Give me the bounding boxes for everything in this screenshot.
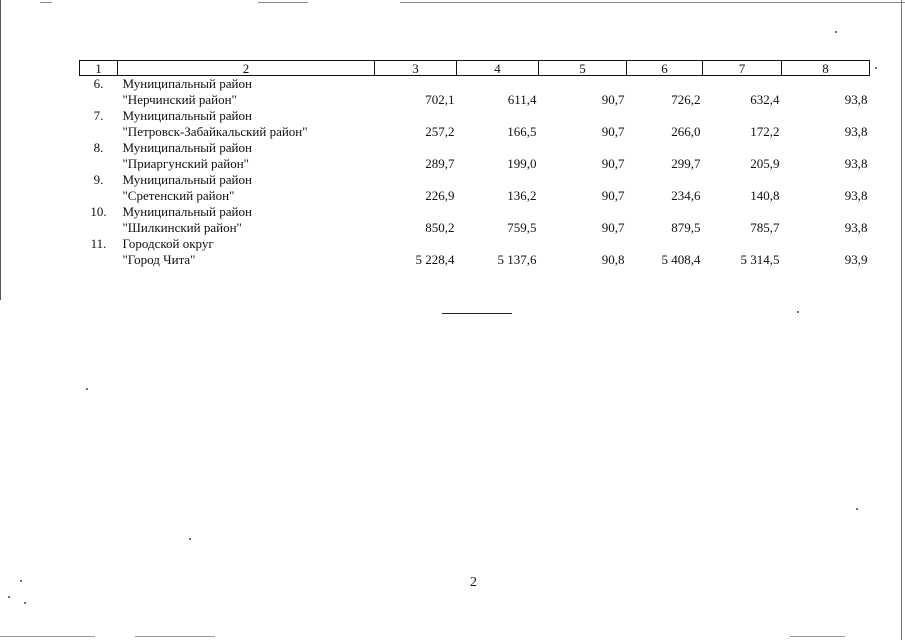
- value-cell: 726,2: [671, 92, 701, 107]
- value-cell: 90,7: [601, 220, 625, 235]
- data-table: [79, 60, 870, 268]
- scan-speck: [875, 67, 877, 69]
- value-cell: 289,7: [425, 156, 455, 171]
- value-cell: 93,8: [844, 220, 868, 235]
- value-cell: 785,7: [750, 220, 780, 235]
- table-row: [80, 252, 870, 268]
- table-row: [80, 156, 870, 172]
- row-name: "Сретенский район": [122, 188, 235, 203]
- table-row: [80, 204, 870, 220]
- column-header-7: 7: [703, 61, 782, 76]
- value-cell: 90,7: [601, 92, 625, 107]
- scan-edge-right: [901, 0, 902, 640]
- row-number: 11.: [90, 236, 107, 251]
- table-row: [80, 172, 870, 188]
- table-row: [80, 124, 870, 140]
- value-cell: 257,2: [425, 124, 455, 139]
- table-row: [80, 108, 870, 124]
- value-cell: 93,8: [844, 156, 868, 171]
- value-cell: 759,5: [507, 220, 537, 235]
- column-header-1: 1: [80, 61, 118, 76]
- value-cell: 93,9: [844, 252, 868, 267]
- value-cell: 93,8: [844, 92, 868, 107]
- value-cell: 850,2: [425, 220, 455, 235]
- scan-speck: [856, 508, 858, 510]
- row-name: "Нерчинский район": [122, 92, 237, 107]
- row-number: 7.: [93, 108, 104, 123]
- value-cell: 90,7: [601, 124, 625, 139]
- row-type-label: Муниципальный район: [122, 172, 252, 187]
- scan-speck: [8, 596, 10, 598]
- scan-speck: [24, 602, 26, 604]
- page-number: 2: [470, 575, 477, 590]
- scan-speck: [189, 538, 191, 540]
- column-header-6: 6: [627, 61, 703, 76]
- scan-artifact-bottom: [0, 636, 95, 637]
- value-cell: 226,9: [425, 188, 455, 203]
- value-cell: 702,1: [425, 92, 455, 107]
- value-cell: 5 228,4: [415, 252, 455, 267]
- value-cell: 93,8: [844, 124, 868, 139]
- value-cell: 166,5: [507, 124, 537, 139]
- value-cell: 632,4: [750, 92, 780, 107]
- row-type-label: Муниципальный район: [122, 76, 252, 91]
- column-header-5: 5: [539, 61, 627, 76]
- value-cell: 234,6: [671, 188, 701, 203]
- value-cell: 5 137,6: [497, 252, 537, 267]
- table-row: [80, 220, 870, 236]
- table-row: [80, 92, 870, 108]
- row-name: "Город Чита": [122, 252, 196, 267]
- table-row: [80, 236, 870, 252]
- scan-speck: [835, 31, 837, 33]
- value-cell: 266,0: [671, 124, 701, 139]
- scan-artifact-bottom: [135, 636, 215, 637]
- value-cell: 299,7: [671, 156, 701, 171]
- row-name: "Петровск-Забайкальский район": [122, 124, 308, 139]
- value-cell: 172,2: [750, 124, 780, 139]
- row-type-label: Муниципальный район: [122, 204, 252, 219]
- scan-artifact-bottom: [790, 636, 845, 637]
- column-header-8: 8: [782, 61, 870, 76]
- row-name: "Приаргунский район": [122, 156, 249, 171]
- row-type-label: Муниципальный район: [122, 140, 252, 155]
- value-cell: 136,2: [507, 188, 537, 203]
- value-cell: 5 408,4: [661, 252, 701, 267]
- column-header-3: 3: [375, 61, 457, 76]
- value-cell: 205,9: [750, 156, 780, 171]
- value-cell: 90,7: [601, 156, 625, 171]
- row-type-label: Муниципальный район: [122, 108, 252, 123]
- table-row: [80, 188, 870, 204]
- value-cell: 611,4: [507, 92, 537, 107]
- value-cell: 90,7: [601, 188, 625, 203]
- row-number: 10.: [90, 204, 107, 219]
- header-row: [80, 61, 870, 76]
- section-divider: [442, 313, 512, 314]
- scan-edge-left: [0, 0, 1, 300]
- table-row: [80, 140, 870, 156]
- value-cell: 93,8: [844, 188, 868, 203]
- scan-artifact-top: [400, 2, 905, 3]
- value-cell: 5 314,5: [740, 252, 780, 267]
- row-number: 6.: [93, 76, 104, 91]
- scan-speck: [20, 580, 22, 582]
- scan-artifact-top: [258, 2, 308, 3]
- row-name: "Шилкинский район": [122, 220, 242, 235]
- column-header-2: 2: [118, 61, 375, 76]
- value-cell: 90,8: [601, 252, 625, 267]
- value-cell: 140,8: [750, 188, 780, 203]
- row-type-label: Городской округ: [122, 236, 214, 251]
- scan-artifact-top: [40, 2, 52, 3]
- value-cell: 879,5: [671, 220, 701, 235]
- scan-speck: [86, 388, 88, 390]
- value-cell: 199,0: [507, 156, 537, 171]
- row-number: 9.: [93, 172, 104, 187]
- table-row: [80, 76, 870, 93]
- scan-speck: [797, 311, 799, 313]
- column-header-4: 4: [457, 61, 539, 76]
- row-number: 8.: [93, 140, 104, 155]
